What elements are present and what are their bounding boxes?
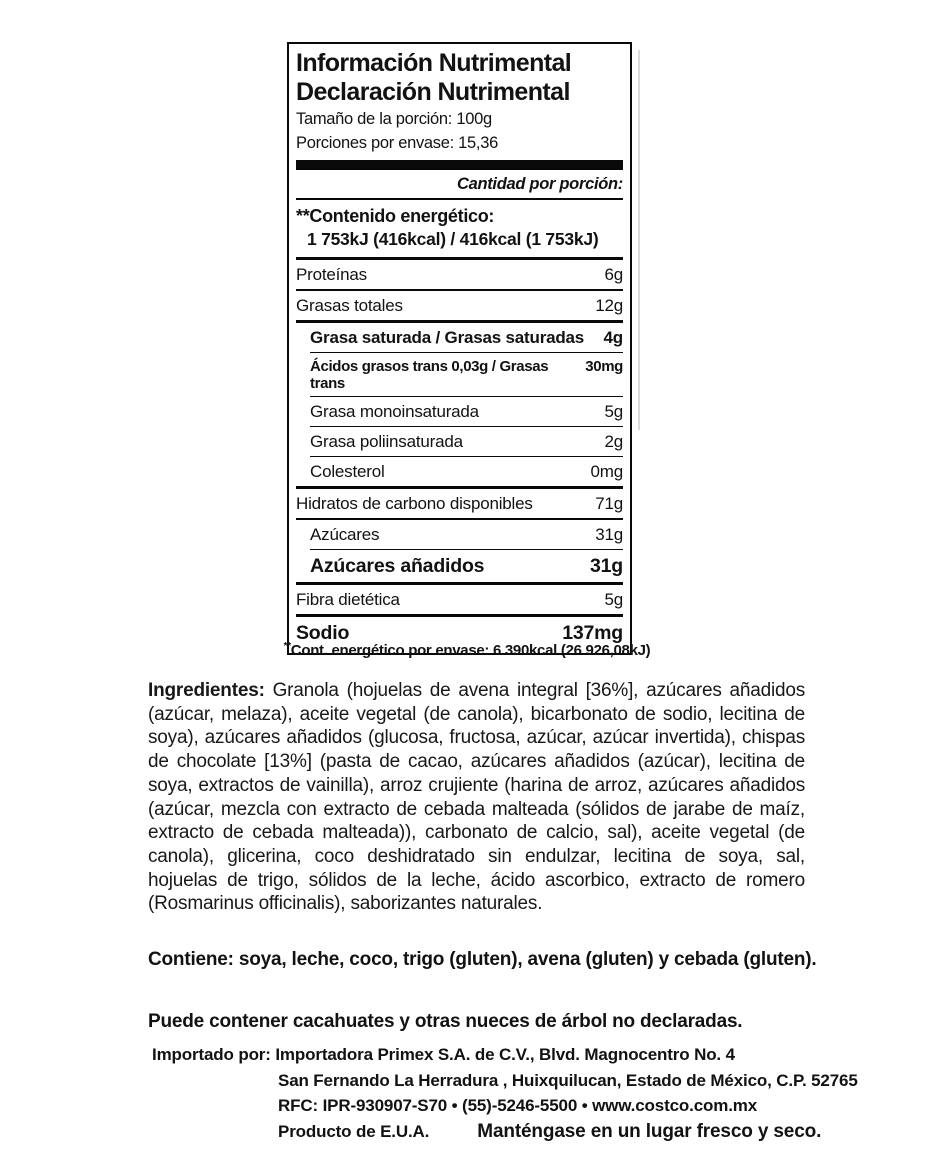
nutrient-value: 31g <box>589 554 623 577</box>
nutrient-label: Grasa saturada / Grasas saturadas <box>310 327 585 347</box>
nutrient-label: Azúcares añadidos <box>310 554 485 577</box>
nutrient-row <box>310 352 623 396</box>
serving-size: Tamaño de la porción: 100g <box>296 110 492 128</box>
importer-line2: San Fernando La Herradura , Huixquilucan, Estado de México, C.P. 52765 <box>278 1070 858 1090</box>
nutrient-label: Grasas totales <box>296 295 403 315</box>
energy-per-container-footnote <box>277 641 657 659</box>
nutrient-value: 0mg <box>590 461 623 481</box>
nutrient-row <box>296 582 623 614</box>
amount-per-serving-label: Cantidad por porción: <box>296 174 623 200</box>
nutrient-label: Colesterol <box>310 461 385 481</box>
nutrient-value: 6g <box>604 264 623 284</box>
importer-line1 <box>152 1042 892 1068</box>
thick-divider-bar <box>296 160 623 170</box>
nutrient-row <box>310 456 623 486</box>
panel-title-line1: Información Nutrimental <box>296 49 572 77</box>
energy-content-label: **Contenido energético: <box>296 205 495 226</box>
nutrient-row <box>296 257 623 289</box>
panel-title-line2: Declaración Nutrimental <box>296 78 570 106</box>
importer-line3: RFC: IPR-930907-S70 • (55)-5246-5500 • www.costco.com.mx <box>278 1096 758 1115</box>
nutrient-value: 71g <box>595 493 623 513</box>
ingredients-paragraph <box>148 679 805 916</box>
nutrient-row <box>310 396 623 426</box>
nutrient-value: 4g <box>603 327 623 347</box>
nutrient-row <box>296 518 623 549</box>
nutrient-label: Proteínas <box>296 264 367 284</box>
nutrient-value: 5g <box>604 401 623 421</box>
nutrient-row <box>310 426 623 456</box>
nutrient-label: Grasa monoinsaturada <box>310 401 479 421</box>
nutrition-facts-panel <box>287 42 632 655</box>
footnote-marker: ** <box>283 641 291 652</box>
scan-artifact-line <box>638 50 640 430</box>
importer-block <box>152 1042 892 1144</box>
energy-content-block <box>296 200 623 257</box>
importer-line4 <box>278 1119 892 1145</box>
contains-statement: Contiene: soya, leche, coco, trigo (gluten), avena (gluten) y cebada (gluten). <box>148 949 817 970</box>
nutrient-label: Sodio <box>296 621 350 644</box>
nutrient-row <box>296 320 623 352</box>
nutrient-label: Hidratos de carbono disponibles <box>296 493 533 513</box>
ingredients-text: Granola (hojuelas de avena integral [36%], azúcares añadidos (azúcar, melaza), aceite vegetal (de canola), bicarbonato de sodio, lecitina de soya), azúcares añadidos (glucosa, fructosa, azúcar, azúcar invertida), chispas de chocolate [13%] (pasta de cacao, azúcares añadidos (azúcar), lecitina de soya, extractos de vainilla), arroz crujiente (harina de arroz, azúcares añadidos (azúcar, mezcla con extracto de cebada malteada (sólidos de jarabe de maíz, extracto de cebada malteada)), carbonato de calcio, sal), aceite vegetal (de canola), glicerina, coco deshidratado sin endulzar, lecitina de soya, sal, hojuelas de trigo, sólidos de la leche, ácido ascorbico, extracto de romero (Rosmarinus officinalis), saborizantes naturales. <box>148 680 805 915</box>
nutrient-label: Grasa poliinsaturada <box>310 431 463 451</box>
nutrient-row <box>296 289 623 320</box>
nutrient-value: 30mg <box>585 357 623 375</box>
allergen-warning: Puede contener cacahuates y otras nueces de árbol no declaradas. <box>148 1011 743 1032</box>
nutrient-label: Fibra dietética <box>296 589 400 609</box>
product-origin: Producto de E.U.A. <box>278 1121 430 1141</box>
nutrient-value: 2g <box>604 431 623 451</box>
footnote-text: Cont. energético por envase: 6 390kcal (26 926,08kJ) <box>290 642 651 659</box>
nutrient-row <box>296 486 623 518</box>
nutrient-value: 12g <box>595 295 623 315</box>
servings-per-container: Porciones por envase: 15,36 <box>296 133 498 152</box>
energy-content-value: 1 753kJ (416kcal) / 416kcal (1 753kJ) <box>307 228 599 249</box>
nutrient-label: Azúcares <box>310 524 380 544</box>
nutrient-value: 5g <box>604 589 623 609</box>
ingredients-label: Ingredientes: <box>148 680 265 701</box>
importer-name-address: Importadora Primex S.A. de C.V., Blvd. Magnocentro No. 4 <box>275 1045 735 1064</box>
nutrient-value: 31g <box>595 524 623 544</box>
nutrient-row <box>310 549 623 582</box>
importer-label: Importado por: <box>152 1045 271 1064</box>
nutrient-value: 137mg <box>562 621 623 644</box>
nutrient-label: Ácidos grasos trans 0,03g / Grasas trans <box>310 357 549 392</box>
storage-instruction: Manténgase en un lugar fresco y seco. <box>477 1120 822 1142</box>
nutrient-rows <box>296 257 623 649</box>
